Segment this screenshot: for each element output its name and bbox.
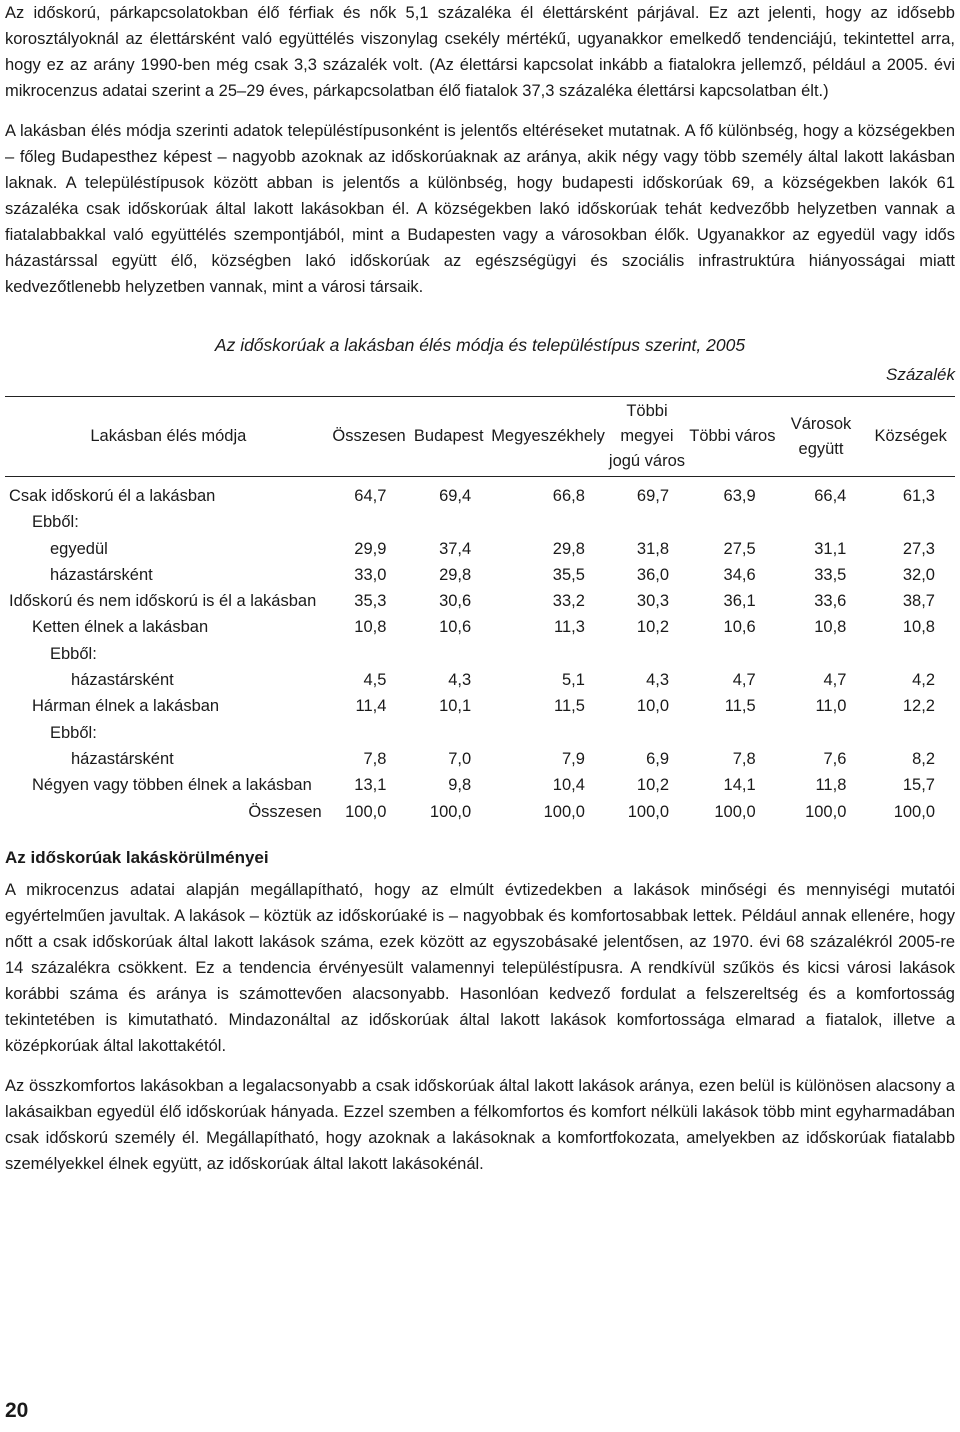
row-label: Ebből: bbox=[32, 513, 79, 532]
row-label: Összesen bbox=[248, 802, 322, 821]
table-cell: 11,3 bbox=[554, 618, 585, 637]
table-cell: 29,8 bbox=[439, 565, 472, 584]
table-body bbox=[5, 477, 955, 825]
table-cell: 7,0 bbox=[448, 749, 472, 768]
column-header: Összesen bbox=[332, 397, 407, 477]
table-cell: 7,8 bbox=[363, 749, 387, 768]
table-cell bbox=[605, 509, 689, 535]
table-cell: 10,6 bbox=[723, 618, 756, 637]
table-cell: 4,3 bbox=[646, 671, 670, 690]
table-cell: 4,2 bbox=[912, 671, 935, 690]
table-cell: 4,3 bbox=[448, 671, 472, 690]
table-cell bbox=[332, 720, 407, 746]
table-cell: 9,8 bbox=[448, 776, 472, 795]
row-label: Időskorú és nem időskorú is él a lakásban bbox=[9, 592, 317, 611]
table-cell: 4,7 bbox=[732, 671, 756, 690]
table-cell bbox=[406, 509, 491, 535]
table-row bbox=[5, 477, 955, 510]
table-cell bbox=[776, 720, 867, 746]
table-cell: 35,3 bbox=[354, 592, 387, 611]
table-cell: 13,1 bbox=[354, 776, 387, 795]
table-row bbox=[5, 772, 955, 798]
table-row bbox=[5, 562, 955, 588]
table-cell bbox=[332, 509, 407, 535]
table-cell bbox=[866, 641, 955, 667]
row-label: házastársként bbox=[71, 671, 174, 690]
column-header: Lakásban élés módja bbox=[5, 397, 332, 477]
column-header: Budapest bbox=[406, 397, 491, 477]
row-label: Hárman élnek a lakásban bbox=[32, 697, 220, 716]
table-title: Az időskorúak a lakásban élés módja és településtípus szerint, 2005 bbox=[214, 335, 746, 355]
intro-paragraph-1: Az időskorú, párkapcsolatokban élő férfiak és nők 5,1 százaléka él élettársként párjával. Ez azt jelenti, hogy az idősebb korosztályoknál az élettársként való együttélés viszonylag csekély mértékű, ugyanakkor emelkedő tendenciájú, tekintettel arra, hogy ez az arány 1990-ben még csak 3,3 százalék volt. (Az élettársi kapcsolat inkább a fiatalokra jellemző, például a 2005. évi mikrocenzus adatai szerint a 25–29 éves, párkapcsolatban élő fiatalok 37,3 százaléka élettársi kapcsolatban élt.) bbox=[5, 4, 955, 100]
table-row bbox=[5, 588, 955, 614]
table-row bbox=[5, 536, 955, 562]
table-cell: 10,8 bbox=[354, 618, 387, 637]
table-cell: 31,8 bbox=[636, 539, 670, 558]
table-cell: 29,9 bbox=[354, 539, 387, 558]
table-cell: 11,5 bbox=[554, 697, 585, 716]
table-cell: 34,6 bbox=[723, 565, 756, 584]
row-label: egyedül bbox=[50, 539, 108, 558]
table-row bbox=[5, 641, 955, 667]
row-label: házastársként bbox=[71, 749, 174, 768]
table-cell: 100,0 bbox=[345, 802, 387, 821]
table-cell: 35,5 bbox=[552, 565, 585, 584]
table-cell: 36,1 bbox=[723, 592, 756, 611]
table-cell: 32,0 bbox=[902, 565, 935, 584]
table-cell bbox=[776, 509, 867, 535]
table-cell: 100,0 bbox=[627, 802, 670, 821]
table-row bbox=[5, 614, 955, 640]
section-heading: Az időskorúak lakáskörülményei bbox=[5, 847, 269, 867]
table-cell bbox=[491, 509, 605, 535]
table-cell bbox=[866, 720, 955, 746]
table-cell: 37,4 bbox=[439, 539, 472, 558]
table-cell: 10,0 bbox=[636, 697, 670, 716]
table-row bbox=[5, 509, 955, 535]
table-cell bbox=[605, 641, 689, 667]
table-cell: 100,0 bbox=[893, 802, 935, 821]
table-cell: 33,0 bbox=[354, 565, 387, 584]
column-header: Többi város bbox=[689, 397, 776, 477]
row-label: Ebből: bbox=[50, 644, 97, 663]
table-cell: 66,4 bbox=[814, 487, 847, 505]
table-cell: 100,0 bbox=[543, 802, 585, 821]
column-header: Megyeszékhely bbox=[491, 397, 605, 477]
table-cell bbox=[866, 509, 955, 535]
table-cell: 100,0 bbox=[714, 802, 756, 821]
table-cell: 100,0 bbox=[805, 802, 847, 821]
table-row bbox=[5, 720, 955, 746]
table-unit: Százalék bbox=[886, 365, 955, 384]
column-header: Községek bbox=[866, 397, 955, 477]
table-cell: 66,8 bbox=[552, 487, 585, 505]
table-cell bbox=[332, 641, 407, 667]
table-cell: 10,1 bbox=[439, 697, 472, 716]
table-cell: 100,0 bbox=[429, 802, 472, 821]
table-header-row bbox=[5, 397, 955, 477]
table-cell: 7,9 bbox=[561, 749, 585, 768]
body-paragraph-1: A mikrocenzus adatai alapján megállapítható, hogy az elmúlt évtizedekben a lakások minőségi és mennyiségi mutatói egyértelműen javultak. A lakások – köztük az időskorúaké is – nagyobbak és komfortosabbak lettek. Például annak ellenére, hogy nőtt a csak időskorúak által lakott lakások száma, ezek között az egyszobásaké jelentősen, az 1970. évi 68 százalékról 2005-re 14 százalékra csökkent. Ez a tendencia érvényesült valamennyi településtípusra. A rendkívül szűkös és kicsi városi lakások korábbi száma és aránya is számottevően alacsonyabb. Hasonlóan kedvező fordulat a felszereltség és a komfortosság tekintetében is kimutatható. Mindazonáltal az időskorúak által lakott lakások komfortossága elmarad a fiatalok, illetve a középkorúak által lakottakétól. bbox=[5, 880, 955, 1055]
column-header: Városok együtt bbox=[776, 397, 867, 477]
table-cell: 7,6 bbox=[823, 749, 847, 768]
column-header: Többi megyei jogú város bbox=[605, 397, 689, 477]
body-paragraph-2: Az összkomfortos lakásokban a legalacsonyabb a csak időskorúak által lakott lakások aránya, ezen belül is különösen alacsony a lakásaikban egyedül élő időskorúak hányada. Ezzel szemben a félkomfortos és komfort nélküli lakások több mint egyharmadában csak időskorú személy él. Megállapítható, hogy azoknak a lakásoknak a komfortfokozata, amelyekben az időskorúak fiatalabb személyekkel élnek együtt, az időskorúak által lakott lakásokénál. bbox=[5, 1076, 955, 1173]
table-cell: 36,0 bbox=[636, 565, 670, 584]
table-cell bbox=[689, 641, 776, 667]
table-cell: 7,8 bbox=[732, 749, 756, 768]
table-cell bbox=[605, 720, 689, 746]
table-cell: 10,4 bbox=[552, 776, 585, 795]
table-cell: 15,7 bbox=[902, 776, 935, 795]
data-table bbox=[5, 396, 955, 825]
table-cell: 10,8 bbox=[814, 618, 847, 637]
table-cell bbox=[689, 720, 776, 746]
page-number: 20 bbox=[5, 1399, 29, 1422]
table-cell: 63,9 bbox=[723, 487, 756, 505]
table-cell bbox=[776, 641, 867, 667]
table-cell: 30,6 bbox=[439, 592, 472, 611]
table-cell: 11,8 bbox=[815, 776, 847, 795]
table-cell: 12,2 bbox=[902, 697, 935, 716]
table-cell: 14,1 bbox=[723, 776, 756, 795]
table-cell: 5,1 bbox=[561, 671, 585, 690]
document-page bbox=[5, 0, 955, 1177]
table-cell bbox=[491, 720, 605, 746]
table-cell: 38,7 bbox=[902, 592, 935, 611]
table-row bbox=[5, 667, 955, 693]
table-row bbox=[5, 799, 955, 825]
table-row bbox=[5, 746, 955, 772]
table-cell: 27,5 bbox=[723, 539, 756, 558]
table-cell: 11,5 bbox=[724, 697, 756, 716]
row-label: Ketten élnek a lakásban bbox=[32, 618, 209, 637]
table-cell: 33,2 bbox=[552, 592, 585, 611]
table-cell: 10,2 bbox=[636, 776, 670, 795]
table-cell: 11,0 bbox=[815, 697, 847, 716]
table-cell: 33,5 bbox=[814, 565, 847, 584]
intro-paragraph-2: A lakásban élés módja szerinti adatok településtípusonként is jelentős eltéréseket mutatnak. A fő különbség, hogy a községekben – főleg Budapesthez képest – nagyobb azoknak az időskorúaknak az aránya, akik négy vagy több személy által lakott lakásban laknak. A településtípusok között abban is jelentős a különbség, hogy budapesti időskorúak 69, a községekben lakók 61 százaléka csak időskorúak által lakott lakásokban él. A községekben lakó időskorúak tehát kedvezőbb helyzetben vannak a fiatalabbakkal való együttélés szempontjából, mint a Budapesten vagy a városokban élők. Ugyanakkor az egyedül vagy idős házastárssal együtt élő, községben lakó időskorúak az egészségügyi és szociális infrastruktúra hiányosságai miatt kedvezőtlenebb helyzetben vannak, mint a városi társaik. bbox=[5, 122, 955, 296]
table-cell: 64,7 bbox=[354, 487, 387, 505]
row-label: Ebből: bbox=[50, 723, 97, 742]
row-label: Négyen vagy többen élnek a lakásban bbox=[32, 776, 312, 795]
table-cell bbox=[406, 641, 491, 667]
table-cell: 10,2 bbox=[636, 618, 670, 637]
table-cell: 10,8 bbox=[902, 618, 935, 637]
table-cell: 6,9 bbox=[646, 749, 670, 768]
table-cell: 4,7 bbox=[823, 671, 847, 690]
row-label: Csak időskorú él a lakásban bbox=[9, 487, 216, 505]
table-cell: 31,1 bbox=[814, 539, 847, 558]
table-cell: 27,3 bbox=[902, 539, 935, 558]
row-label: házastársként bbox=[50, 565, 153, 584]
table-cell bbox=[491, 641, 605, 667]
table-cell: 8,2 bbox=[912, 749, 935, 768]
table-cell: 29,8 bbox=[552, 539, 585, 558]
table-row bbox=[5, 693, 955, 719]
table-cell: 69,7 bbox=[636, 487, 670, 505]
table-cell bbox=[406, 720, 491, 746]
table-cell: 61,3 bbox=[902, 487, 935, 505]
table-cell: 69,4 bbox=[439, 487, 472, 505]
table-cell: 33,6 bbox=[814, 592, 847, 611]
table-cell bbox=[689, 509, 776, 535]
table-cell: 11,4 bbox=[355, 697, 387, 716]
table-cell: 30,3 bbox=[636, 592, 670, 611]
table-cell: 4,5 bbox=[363, 671, 387, 690]
table-cell: 10,6 bbox=[439, 618, 472, 637]
